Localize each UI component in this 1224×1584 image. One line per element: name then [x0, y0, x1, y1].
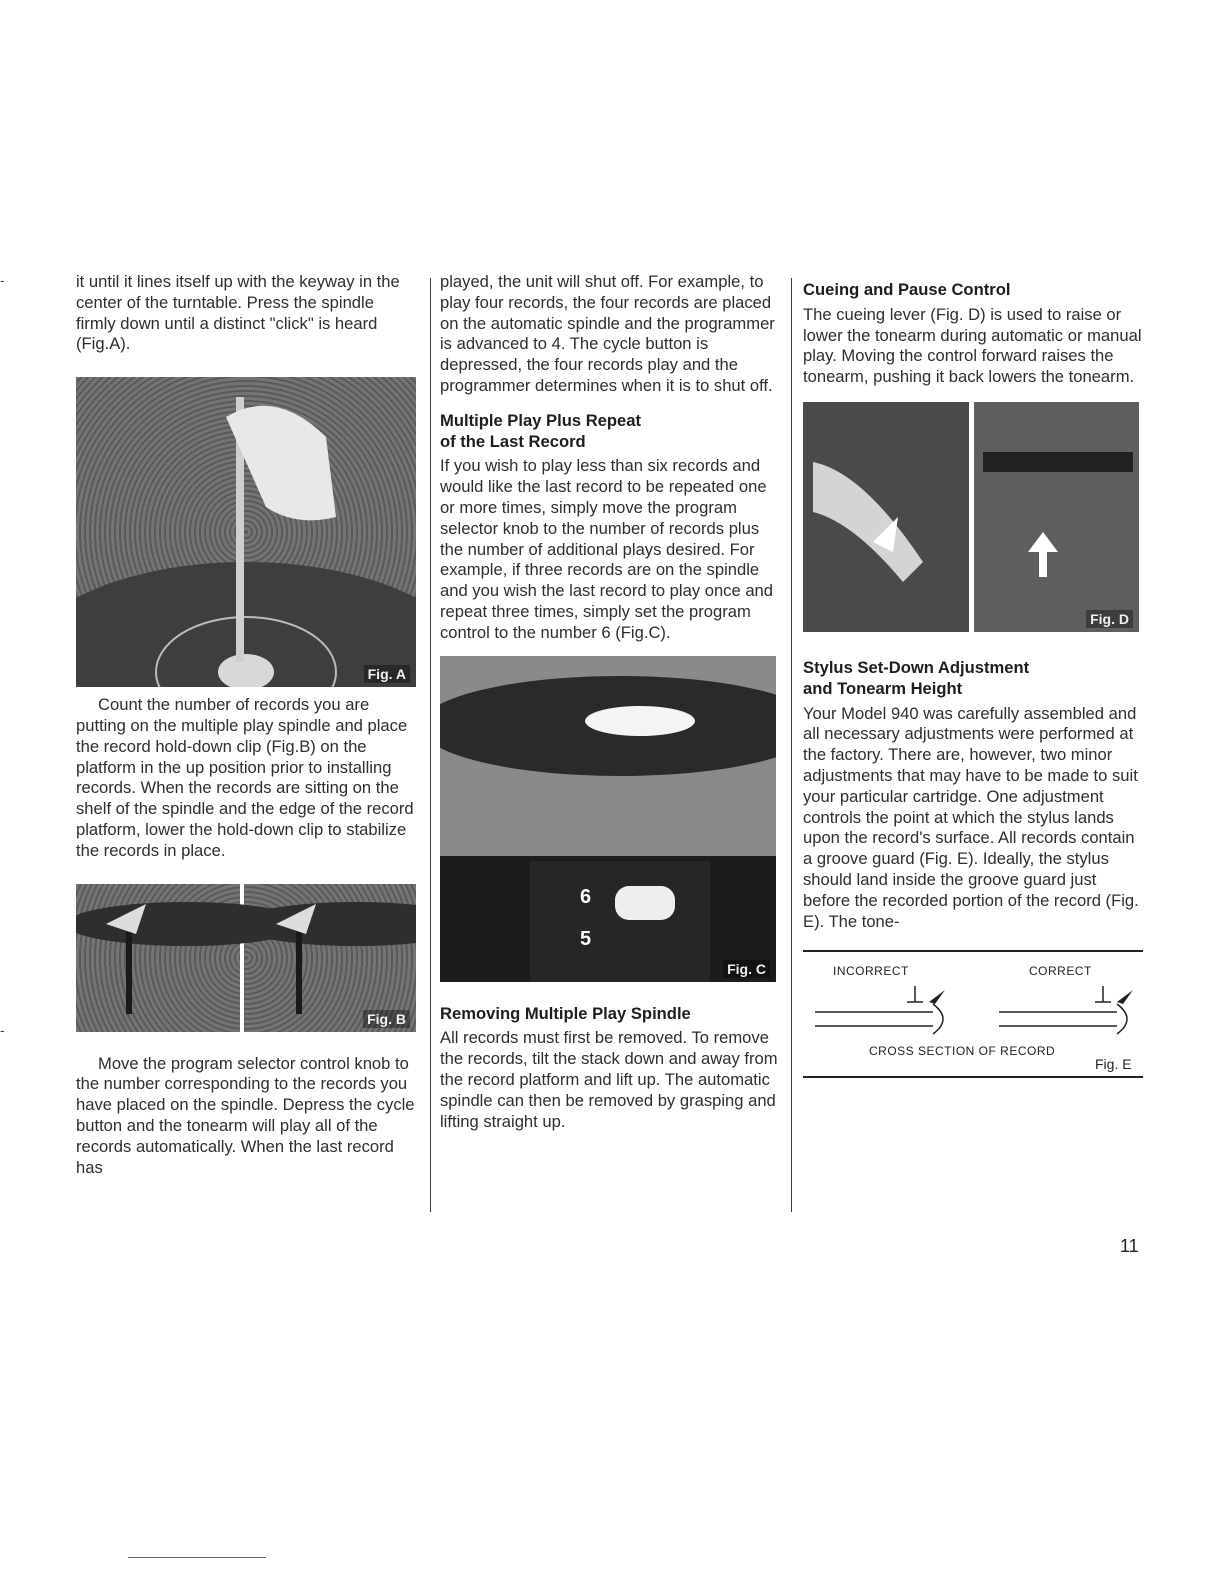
figure-b-photo [76, 884, 416, 1032]
figure-a-caption: Fig. A [364, 665, 410, 683]
section-heading-multiple-play [440, 411, 780, 453]
program-selector-illustration [440, 656, 776, 982]
page-number: 11 [1120, 1236, 1139, 1256]
heading-line-2: of the Last Record [440, 431, 586, 451]
heading-line-1: Multiple Play Plus Repeat [440, 410, 642, 430]
col2-paragraph-1: played, the unit will shut off. For example, to play four records, the four records are placed on the automatic spindle and the programmer is advanced to 4. The cycle button is depressed, the four records play and the programmer determines when it is to shut off. [440, 272, 775, 395]
record-cross-section-illustration [803, 982, 1139, 1042]
incorrect-label: INCORRECT [833, 964, 909, 979]
correct-label: CORRECT [1029, 964, 1092, 979]
col3-paragraph-2: Your Model 940 was carefully assembled and all necessary adjustments were performed at the factory. There are, however, two minor adjustments that may have to be made to suit your particular cartridge. One adjustment controls the point at which the stylus lands upon the record's surface. All records contain a groove guard (Fig. E). Ideally, the stylus should land inside the groove guard just before the recorded portion of the record (Fig. E). The tone- [803, 703, 1139, 931]
col1-paragraph-2: Count the number of records you are putting on the multiple play spindle and place the record hold-down clip (Fig.B) on the platform in the up position prior to installing records. When the records are sitting on the shelf of the spindle and the edge of the record platform, lower the hold-down clip to stabilize the records in place. [76, 695, 414, 860]
figure-c-caption: Fig. C [723, 960, 770, 978]
figure-d-photo [803, 402, 1139, 632]
heading-line-1: Stylus Set-Down Adjustment [803, 657, 1030, 677]
column-divider [430, 278, 431, 1212]
column-divider [791, 278, 792, 1212]
spindle-insert-illustration [76, 377, 416, 687]
col1-paragraph-3: Move the program selector control knob to the number corresponding to the records you have placed on the spindle. Depress the cycle button and the tonearm will play all of the records automatically. When the last record has [76, 1053, 415, 1177]
column-2 [440, 272, 780, 1132]
col2-paragraph-2: If you wish to play less than six records and would like the last record to be repeated one or more times, simply move the program selector knob to the number of records plus the number of additional plays desired. For example, if three records are on the spindle and you wish the last record to play once and repeat three times, simply set the program control to the number 6 (Fig.C). [440, 456, 774, 642]
figure-d-caption: Fig. D [1086, 610, 1133, 628]
heading-line-2: and Tonearm Height [803, 678, 963, 698]
col2-paragraph-3: All records must first be removed. To remove the records, tilt the stack down and away from the record platform and lift up. The automatic spindle can then be removed by grasping and lifting straight up. [440, 1028, 778, 1131]
edge-mark: - [0, 1022, 5, 1038]
column-1 [76, 272, 416, 1178]
section-heading-cueing: Cueing and Pause Control [803, 280, 1011, 299]
cueing-lever-illustration [803, 402, 1139, 632]
figure-c-number-6: 6 [580, 885, 592, 908]
figure-e-diagram [803, 950, 1143, 1078]
cross-section-label: CROSS SECTION OF RECORD [869, 1044, 1056, 1059]
bottom-link-underline [128, 1557, 266, 1558]
column-3 [803, 280, 1143, 1078]
section-heading-removing-spindle: Removing Multiple Play Spindle [440, 1003, 691, 1023]
col3-paragraph-1: The cueing lever (Fig. D) is used to raise or lower the tonearm during automatic or manual play. Moving the control forward raises the tonearm, pushing it back lowers the tonearm. [803, 304, 1142, 387]
figure-a-photo [76, 377, 416, 687]
figure-b-caption: Fig. B [363, 1010, 410, 1028]
edge-mark: - [0, 272, 5, 288]
figure-e-caption: Fig. E [1095, 1056, 1132, 1073]
figure-c-number-5: 5 [580, 927, 592, 950]
col1-paragraph-1: it until it lines itself up with the keyway in the center of the turntable. Press the spindle firmly down until a distinct "click" is heard (Fig.A). [76, 272, 400, 354]
figure-c-photo [440, 656, 776, 982]
section-heading-stylus [803, 658, 1143, 700]
